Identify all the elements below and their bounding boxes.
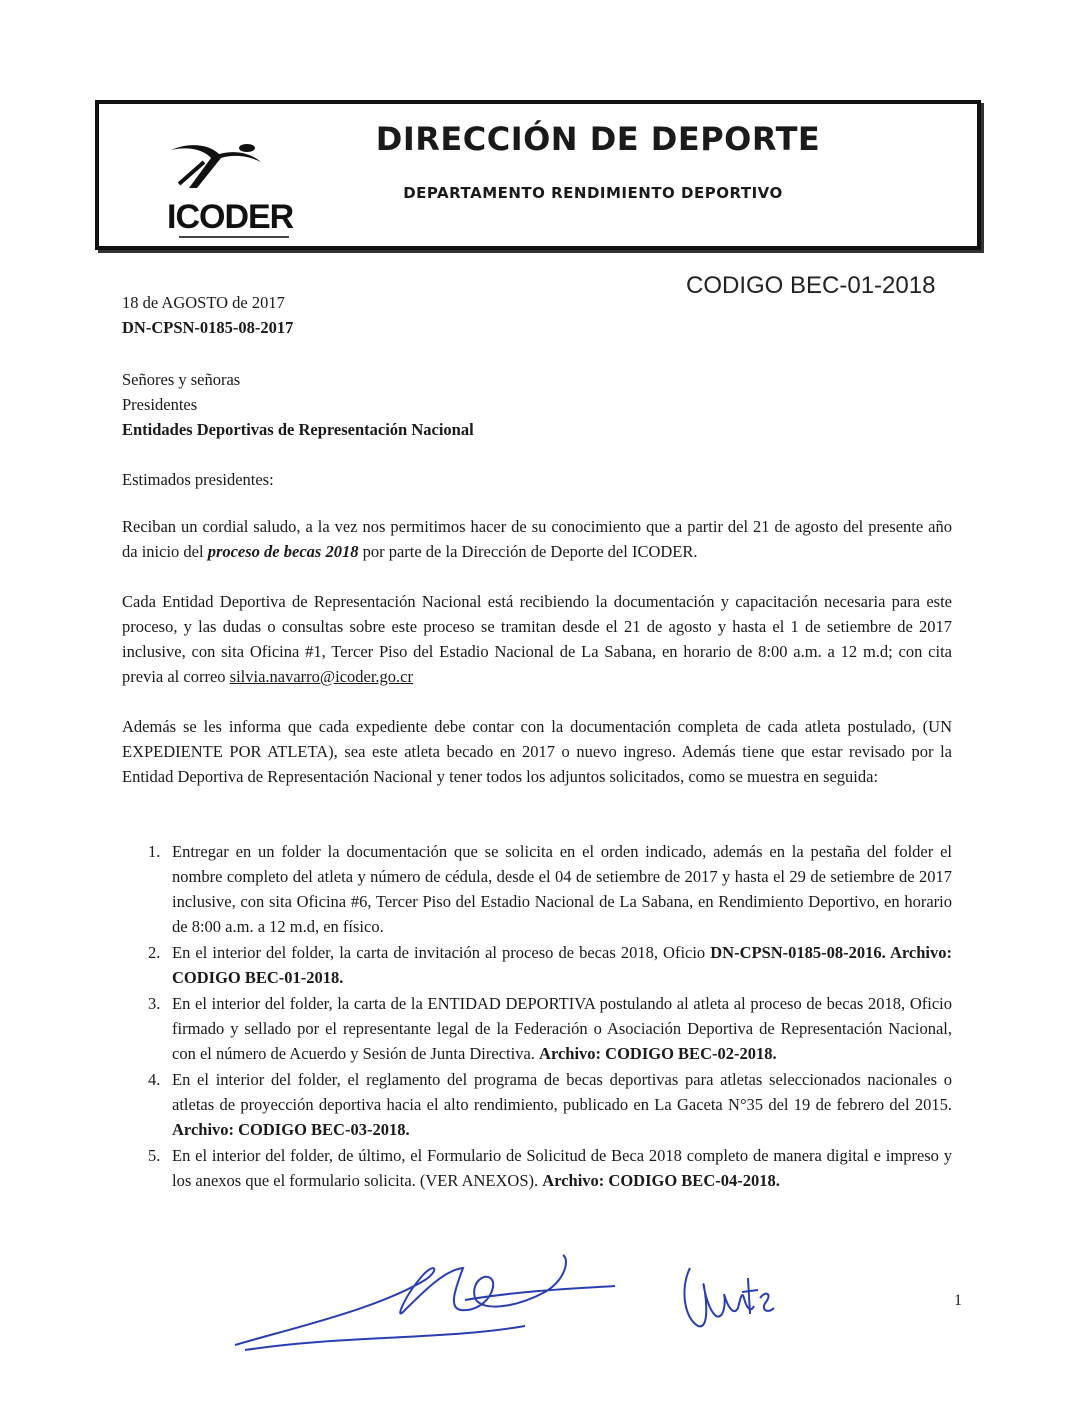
email-link[interactable]: silvia.navarro@icoder.go.cr bbox=[229, 667, 413, 686]
paragraph-1-emphasis: proceso de becas 2018 bbox=[207, 542, 359, 561]
list-number: 5. bbox=[148, 1146, 161, 1165]
list-item-text: En el interior del folder, de último, el Formulario de Solicitud de Beca 2018 completo de manera digital e impreso y los anexos que el formulario solicita. (VER ANEXOS). bbox=[172, 1146, 952, 1190]
logo-wordmark: ICODER bbox=[167, 198, 294, 236]
paragraph-2 bbox=[122, 589, 952, 689]
page-number: 1 bbox=[954, 1292, 962, 1309]
requirements-list bbox=[148, 839, 952, 1194]
list-item-bold: DN-CPSN-0185-08-2016. Archivo: CODIGO BEC-01-2018. bbox=[172, 943, 952, 987]
list-item-bold: Archivo: CODIGO BEC-03-2018. bbox=[172, 1120, 410, 1139]
document-number: DN-CPSN-0185-08-2017 bbox=[122, 318, 294, 337]
page-title: DIRECCIÓN DE DEPORTE bbox=[375, 120, 821, 158]
list-item-text: En el interior del folder, la carta de la ENTIDAD DEPORTIVA postulando al atleta al proceso de becas 2018, Oficio firmado y sellado por el representante legal de la Federación o Asociación Deportiva de Representación Nacional, con el número de Acuerdo y Sesión de Junta Directiva. bbox=[172, 994, 952, 1063]
greeting: Estimados presidentes: bbox=[122, 470, 274, 489]
list-number: 4. bbox=[148, 1070, 161, 1089]
paragraph-3: Además se les informa que cada expediente debe contar con la documentación completa de cada atleta postulado, (UN EXPEDIENTE POR ATLETA), sea este atleta becado en 2017 o nuevo ingreso. Además tiene que estar revisado por la Entidad Deportiva de Representación Nacional y tener todos los adjuntos solicitados, como se muestra en seguida: bbox=[122, 717, 952, 786]
list-item bbox=[148, 991, 952, 1066]
list-number: 2. bbox=[148, 943, 161, 962]
letter-date: 18 de AGOSTO de 2017 bbox=[122, 293, 285, 312]
page-subtitle: DEPARTAMENTO RENDIMIENTO DEPORTIVO bbox=[403, 184, 783, 202]
recipient-line-3: Entidades Deportivas de Representación Nacional bbox=[122, 420, 474, 439]
list-item bbox=[148, 1067, 952, 1142]
recipient-line-1: Señores y señoras bbox=[122, 370, 241, 389]
recipient-line-2: Presidentes bbox=[122, 395, 198, 414]
list-item-bold: Archivo: CODIGO BEC-02-2018. bbox=[539, 1044, 777, 1063]
paragraph-2-text: Cada Entidad Deportiva de Representación Nacional está recibiendo la documentación y capacitación necesaria para este proceso, y las dudas o consultas sobre este proceso se tramitan desde el 21 de agosto y hasta el 1 de setiembre de 2017 inclusive, con sita Oficina #1, Tercer Piso del Estadio Nacional de La Sabana, en horario de 8:00 a.m. a 12 m.d; con cita previa al correo bbox=[122, 592, 952, 686]
list-item bbox=[148, 1143, 952, 1193]
code-reference: CODIGO BEC-01-2018 bbox=[686, 272, 936, 299]
list-item-text: En el interior del folder, la carta de invitación al proceso de becas 2018, Oficio bbox=[172, 943, 711, 962]
list-item-text: En el interior del folder, el reglamento del programa de becas deportivas para atletas seleccionados nacionales o atletas de proyección deportiva hacia el alto rendimiento, publicado en La Gaceta N°35 del 19 de febrero del 2015. bbox=[172, 1070, 952, 1114]
paragraph-1-text-b: por parte de la Dirección de Deporte del ICODER. bbox=[358, 542, 698, 561]
paragraph-1 bbox=[122, 514, 952, 564]
list-item-bold: Archivo: CODIGO BEC-04-2018. bbox=[542, 1171, 780, 1190]
list-number: 1. bbox=[148, 842, 161, 861]
list-item bbox=[148, 839, 952, 939]
paragraph-1-text-a: Reciban un cordial saludo, a la vez nos permitimos hacer de su conocimiento que a partir del 21 de agosto del presente año da inicio del bbox=[122, 517, 952, 561]
document-header bbox=[95, 100, 981, 250]
signature-1 bbox=[225, 1240, 625, 1360]
list-item-text: Entregar en un folder la documentación que se solicita en el orden indicado, además en la pestaña del folder el nombre completo del atleta y número de cédula, desde el 04 de setiembre de 2017 y hasta el 29 de setiembre de 2017 inclusive, con sita Oficina #6, Tercer Piso del Estadio Nacional de La Sabana, en Rendimiento Deportivo, en horario de 8:00 a.m. a 12 m.d, en físico. bbox=[172, 842, 952, 936]
list-item bbox=[148, 940, 952, 990]
signature-2 bbox=[676, 1258, 786, 1338]
list-number: 3. bbox=[148, 994, 161, 1013]
